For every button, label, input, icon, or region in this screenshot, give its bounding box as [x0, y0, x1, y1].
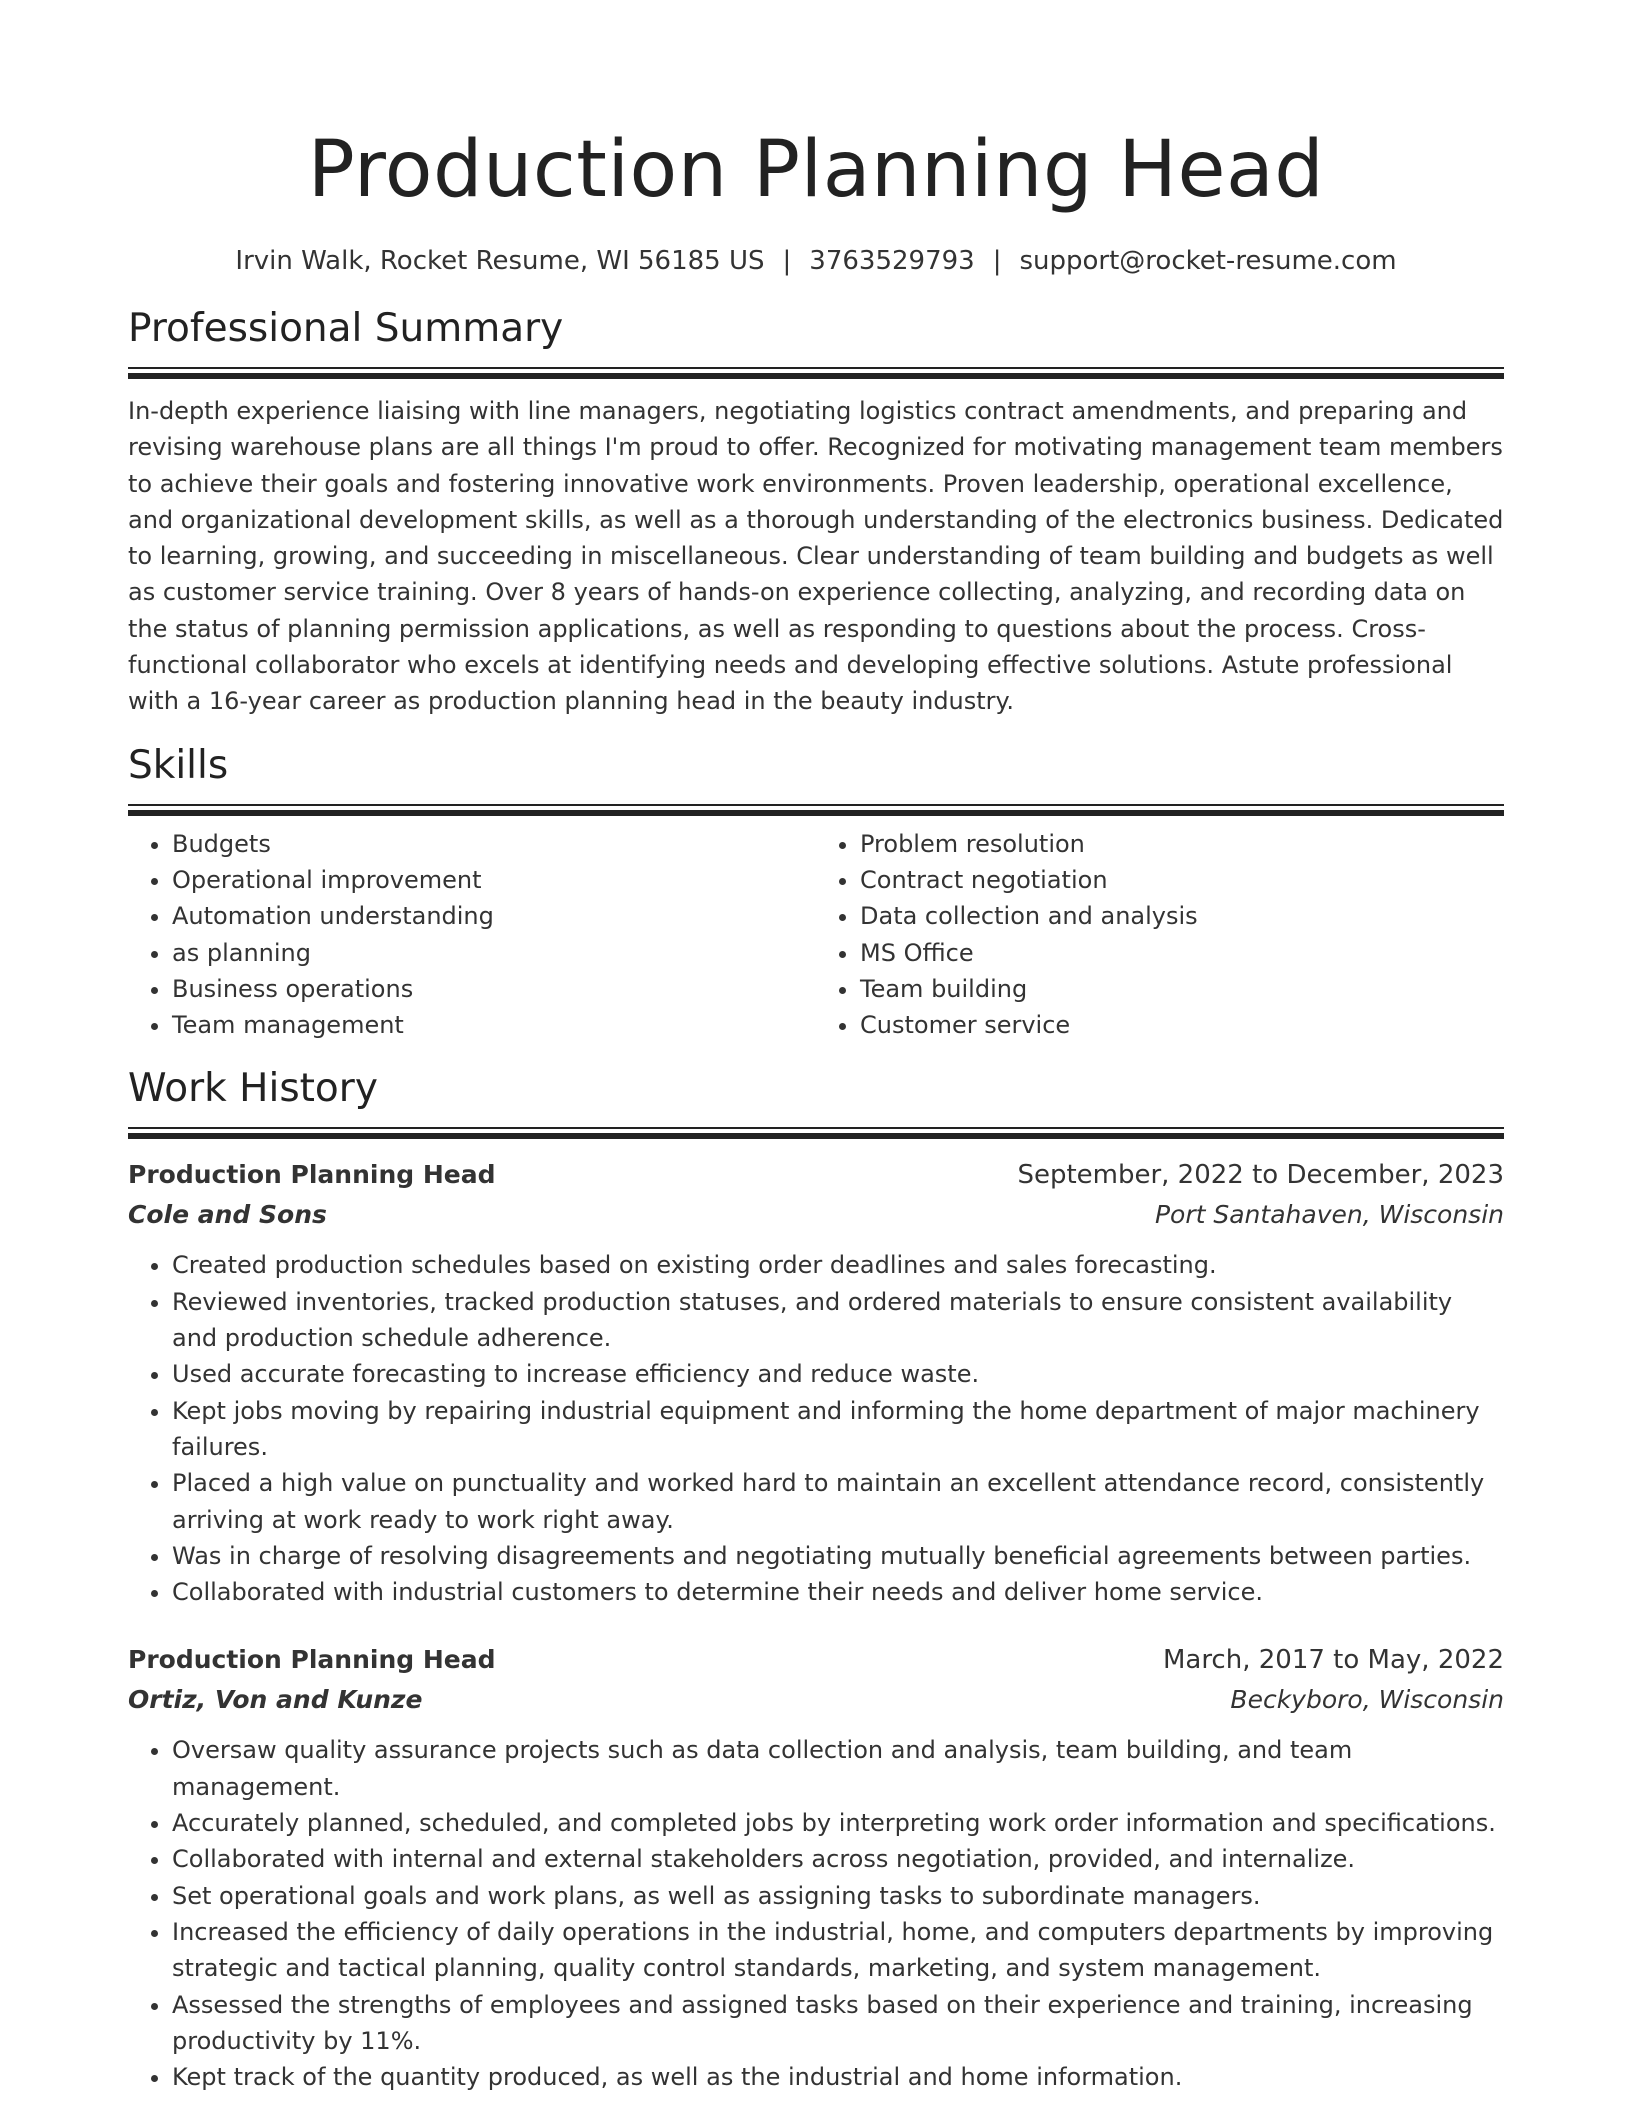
job-bullet: • Increased the efficiency of daily operations in the industrial, home, and computers departments by improving strategic and tactical planning, quality control standards, marketing, and system management. — [172, 1914, 1504, 1987]
section-divider — [128, 1127, 1504, 1137]
work-history-heading: Work History — [128, 1066, 378, 1112]
contact-separator: | — [992, 246, 1002, 276]
job-subheader — [128, 1680, 1504, 1720]
job-bullets — [128, 1247, 1504, 1610]
job-header — [128, 1640, 1504, 1680]
skills-section — [128, 742, 1504, 1044]
summary-text: In-depth experience liaising with line managers, negotiating logistics contract amendments, and preparing and revising warehouse plans are all things I'm proud to offer. Recognized for motivating management team members to achieve their goals and fostering innovative work environments. Proven leadership, operational excellence, and organizational development skills, as well as a thorough understanding of the electronics business. Dedicated to learning, growing, and succeeding in miscellaneous. Clear understanding of team building and budgets as well as customer service training. Over 8 years of hands-on experience collecting, analyzing, and recording data on the status of planning permission applications, as well as responding to questions about the process. Cross-functional collaborator who excels at identifying needs and developing effective solutions. Astute professional with a 16-year career as production planning head in the beauty industry. — [128, 397, 1504, 716]
job-bullet: • Used accurate forecasting to increase efficiency and reduce waste. — [172, 1356, 1504, 1392]
skills-grid — [128, 826, 1504, 1044]
job-bullets — [128, 1732, 1504, 2095]
job-bullet: • Collaborated with industrial customers to determine their needs and deliver home service. — [172, 1574, 1504, 1610]
job-bullet: • Set operational goals and work plans, as well as assigning tasks to subordinate managers. — [172, 1878, 1504, 1914]
job-bullet: • Oversaw quality assurance projects such as data collection and analysis, team building, and team management. — [172, 1732, 1504, 1805]
skills-list-right — [816, 826, 1504, 1044]
job-bullet: • Reviewed inventories, tracked production statuses, and ordered materials to ensure consistent availability and production schedule adherence. — [172, 1284, 1504, 1357]
contact-phone: 3763529793 — [809, 246, 975, 276]
job-company: Ortiz, Von and Kunze — [128, 1685, 423, 1715]
job-bullet: • Assessed the strengths of employees and assigned tasks based on their experience and training, increasing productivity by 11%. — [172, 1987, 1504, 2060]
resume-title: Production Planning Head — [307, 125, 1325, 215]
contact-line — [128, 244, 1504, 278]
skill-item: • Team management — [172, 1007, 816, 1043]
job-bullet: • Kept jobs moving by repairing industrial equipment and informing the home department of major machinery failures. — [172, 1393, 1504, 1466]
summary-section — [128, 305, 1504, 720]
job-title: Production Planning Head — [128, 1160, 496, 1190]
skill-item: • as planning — [172, 935, 816, 971]
job-bullet: • Accurately planned, scheduled, and completed jobs by interpreting work order information and specifications. — [172, 1805, 1504, 1841]
job-subheader — [128, 1195, 1504, 1235]
job-dates: March, 2017 to May, 2022 — [1162, 1645, 1504, 1676]
job-bullet: • Created production schedules based on existing order deadlines and sales forecasting. — [172, 1247, 1504, 1283]
job-header — [128, 1155, 1504, 1195]
contact-email: support@rocket-resume.com — [1019, 246, 1397, 276]
contact-separator: | — [782, 246, 792, 276]
job-entry — [128, 1155, 1504, 1610]
skill-item: • Budgets — [172, 826, 816, 862]
skill-item: • Contract negotiation — [860, 862, 1504, 898]
skill-item: • Problem resolution — [860, 826, 1504, 862]
job-location: Beckyboro, Wisconsin — [1230, 1685, 1504, 1715]
contact-address: Irvin Walk, Rocket Resume, WI 56185 US — [235, 246, 765, 276]
job-bullet: • Kept track of the quantity produced, as well as the industrial and home information. — [172, 2059, 1504, 2095]
job-bullet: • Was in charge of resolving disagreements and negotiating mutually beneficial agreements between parties. — [172, 1538, 1504, 1574]
job-bullet: • Placed a high value on punctuality and worked hard to maintain an excellent attendance record, consistently arriving at work ready to work right away. — [172, 1465, 1504, 1538]
skill-item: • Data collection and analysis — [860, 898, 1504, 934]
work-history-section — [128, 1065, 1504, 2095]
skill-item: • Operational improvement — [172, 862, 816, 898]
summary-heading: Professional Summary — [128, 306, 564, 351]
skill-item: • Team building — [860, 971, 1504, 1007]
job-company: Cole and Sons — [128, 1200, 327, 1230]
skill-item: • Business operations — [172, 971, 816, 1007]
skill-item: • Automation understanding — [172, 898, 816, 934]
skills-heading: Skills — [128, 742, 229, 788]
job-location: Port Santahaven, Wisconsin — [1154, 1200, 1504, 1230]
section-divider — [128, 804, 1504, 814]
skill-item: • MS Office — [860, 935, 1504, 971]
section-divider — [128, 367, 1504, 377]
skill-item: • Customer service — [860, 1007, 1504, 1043]
job-bullet: • Collaborated with internal and external stakeholders across negotiation, provided, and internalize. — [172, 1841, 1504, 1877]
job-dates: September, 2022 to December, 2023 — [1017, 1160, 1504, 1191]
skills-list-left — [128, 826, 816, 1044]
job-title: Production Planning Head — [128, 1645, 496, 1675]
job-entry — [128, 1640, 1504, 2095]
